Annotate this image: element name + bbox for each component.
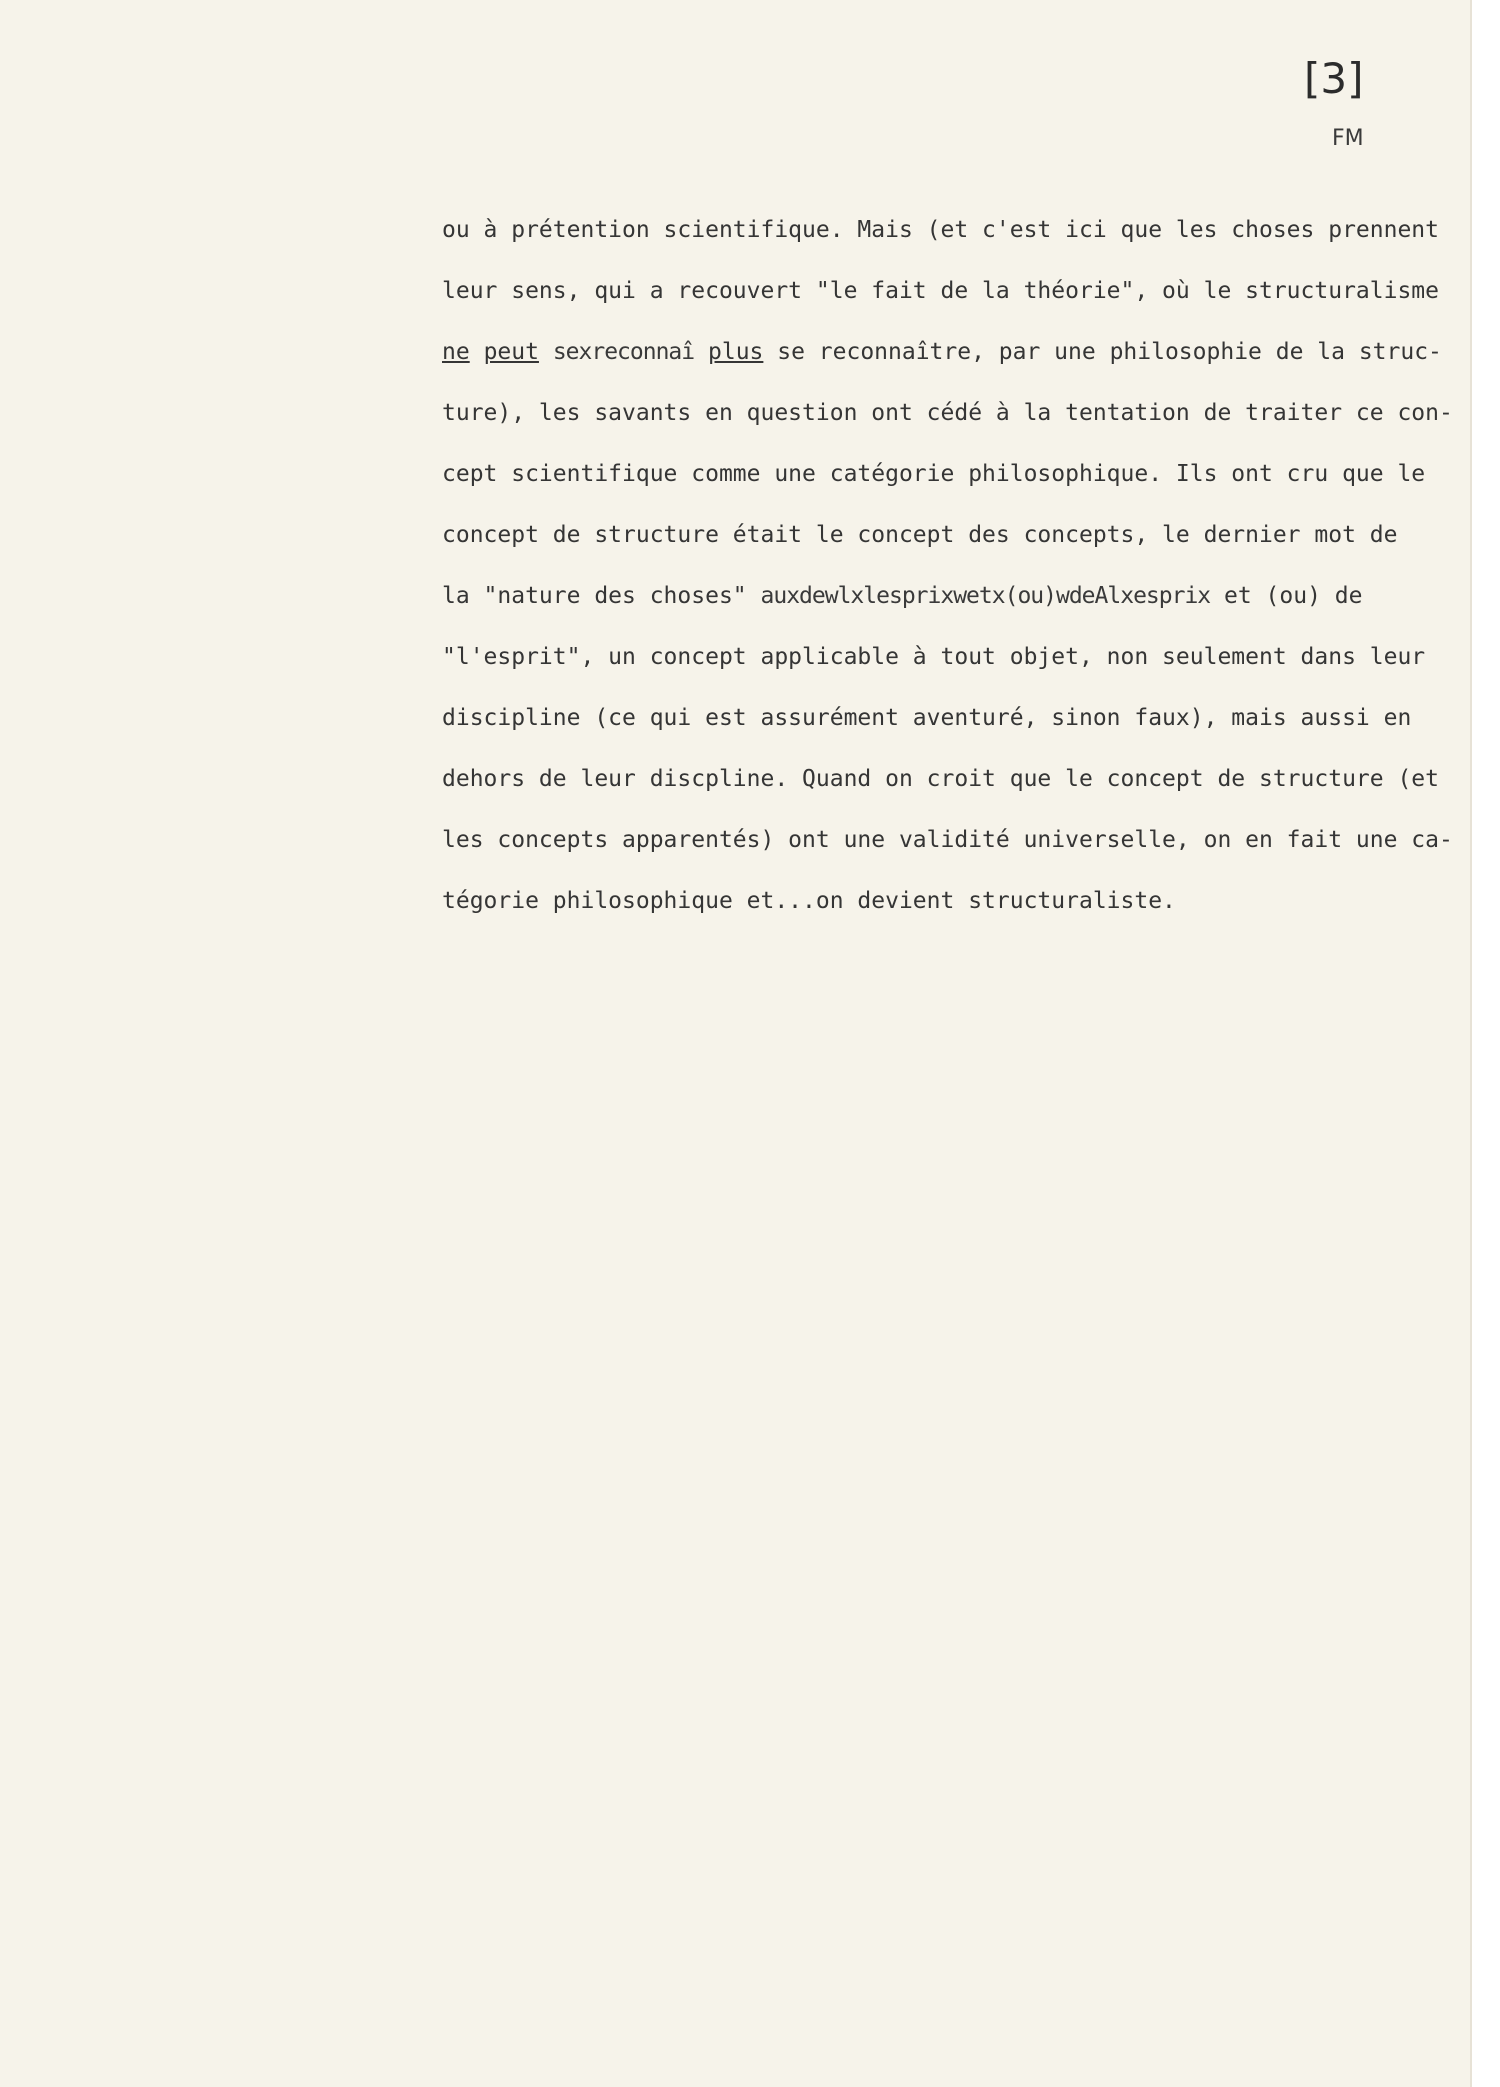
text-line: la "nature des choses" auxdewlxlesprixwetx(ou)wdeAlxesprix et (ou) de	[442, 583, 1363, 609]
handwritten-initials: FM	[1332, 126, 1364, 151]
text-line: discipline (ce qui est assurément aventuré, sinon faux), mais aussi en	[442, 705, 1412, 731]
text-line: ou à prétention scientifique. Mais (et c'est ici que les choses prennent	[442, 217, 1439, 243]
page-number-handwritten: [3]	[1304, 54, 1364, 103]
struck-out-text: sexreconnaî	[552, 339, 695, 365]
underlined-insertion: ne	[442, 339, 470, 365]
text-line: tégorie philosophique et...on devient structuraliste.	[442, 888, 1176, 914]
text-line: ture), les savants en question ont cédé à la tentation de traiter ce con-	[442, 400, 1453, 426]
text-line: concept de structure était le concept des concepts, le dernier mot de	[442, 522, 1398, 548]
text-line: dehors de leur discpline. Quand on croit que le concept de structure (et	[442, 766, 1439, 792]
underlined-insertion: peut	[483, 339, 539, 365]
text-line: les concepts apparentés) ont une validité universelle, on en fait une ca-	[442, 827, 1453, 853]
text-line: cept scientifique comme une catégorie philosophique. Ils ont cru que le	[442, 461, 1426, 487]
typescript-body	[442, 214, 1453, 946]
text-line: "l'esprit", un concept applicable à tout objet, non seulement dans leur	[442, 644, 1426, 670]
underlined-insertion: plus	[708, 339, 764, 365]
text-line: leur sens, qui a recouvert "le fait de la théorie", où le structuralisme	[442, 278, 1439, 304]
struck-out-text: auxdewlxlesprixwetx(ou)wdeAlxesprix	[760, 583, 1211, 609]
text-line: ne peut sexreconnaî plus se reconnaître, par une philosophie de la struc-	[442, 339, 1442, 365]
